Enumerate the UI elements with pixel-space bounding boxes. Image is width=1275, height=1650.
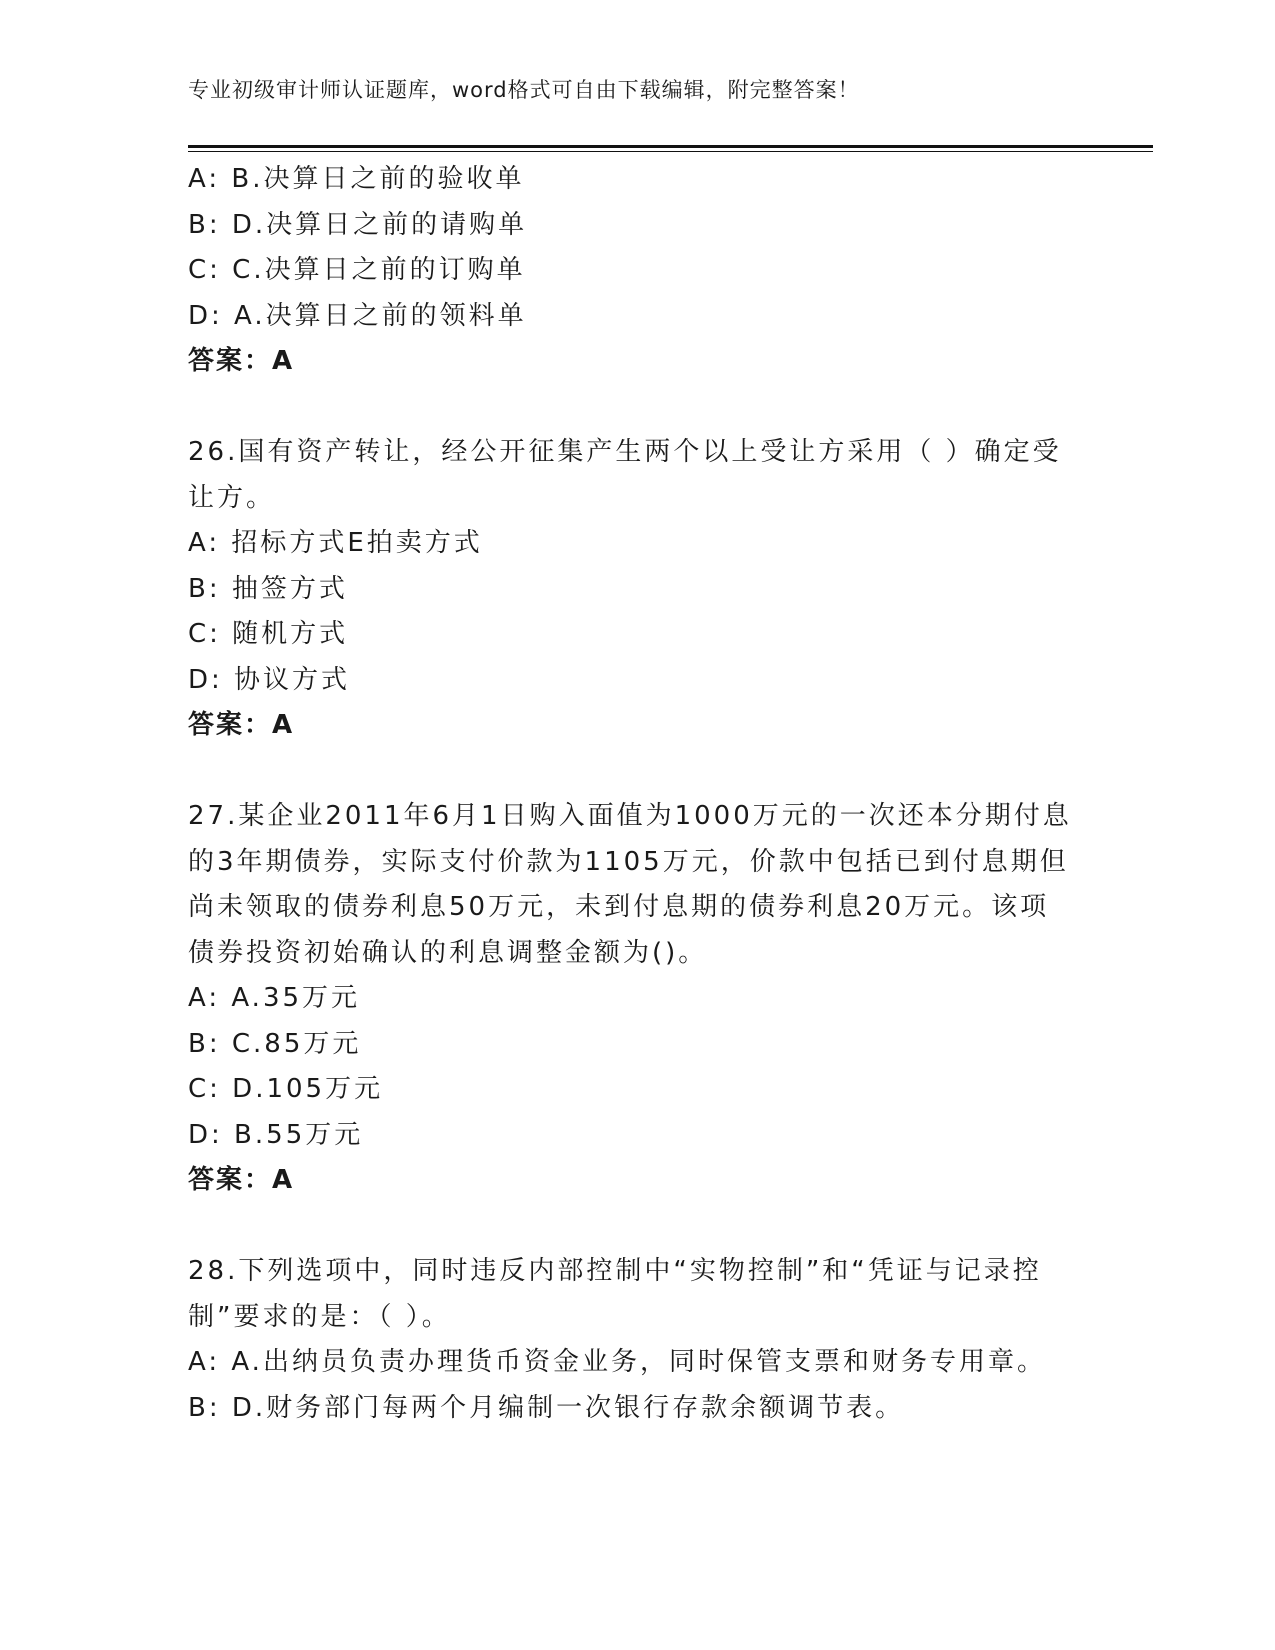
document-header: 专业初级审计师认证题库，word格式可自由下载编辑，附完整答案！ xyxy=(188,78,860,102)
header-rule-thin xyxy=(188,151,1153,152)
option-c: C: 随机方式 xyxy=(188,619,349,649)
question-stem: 制”要求的是：（ ）。 xyxy=(188,1301,451,1332)
question-block xyxy=(188,794,1088,1204)
question-stem: 26.国有资产转让，经公开征集产生两个以上受让方采用（ ）确定受 xyxy=(188,437,1062,467)
question-stem: 28.下列选项中，同时违反内部控制中“实物控制”和“凭证与记录控 xyxy=(188,1256,1042,1286)
question-content xyxy=(188,157,1088,1431)
option-a: A: A.出纳员负责办理货币资金业务，同时保管支票和财务专用章。 xyxy=(188,1347,1046,1377)
question-block xyxy=(188,1249,1088,1431)
answer-line: 答案：A xyxy=(188,710,295,740)
option-a: A: 招标方式E拍卖方式 xyxy=(188,528,483,558)
option-a: A: A.35万元 xyxy=(188,983,361,1013)
option-d: D: B.55万元 xyxy=(188,1119,364,1150)
question-block xyxy=(188,157,1088,385)
option-a: A: B.决算日之前的验收单 xyxy=(188,164,525,194)
question-stem: 的3年期债券，实际支付价款为1105万元，价款中包括已到付息期但 xyxy=(188,846,1069,877)
answer-line: 答案：A xyxy=(188,1165,295,1195)
option-d: D: 协议方式 xyxy=(188,664,351,695)
option-d: D: A.决算日之前的领料单 xyxy=(188,300,527,331)
question-stem: 让方。 xyxy=(188,482,276,513)
question-stem: 尚未领取的债券利息50万元，未到付息期的债券利息20万元。该项 xyxy=(188,892,1050,922)
question-stem: 27.某企业2011年6月1日购入面值为1000万元的一次还本分期付息 xyxy=(188,801,1072,831)
question-block xyxy=(188,430,1088,749)
question-stem: 债券投资初始确认的利息调整金额为()。 xyxy=(188,937,708,968)
option-b: B: C.85万元 xyxy=(188,1028,362,1059)
option-b: B: 抽签方式 xyxy=(188,573,348,604)
option-c: C: C.决算日之前的订购单 xyxy=(188,255,526,285)
answer-line: 答案：A xyxy=(188,346,295,376)
option-b: B: D.财务部门每两个月编制一次银行存款余额调节表。 xyxy=(188,1392,905,1423)
header-rule-thick xyxy=(188,145,1153,148)
option-c: C: D.105万元 xyxy=(188,1074,384,1104)
option-b: B: D.决算日之前的请购单 xyxy=(188,209,528,240)
